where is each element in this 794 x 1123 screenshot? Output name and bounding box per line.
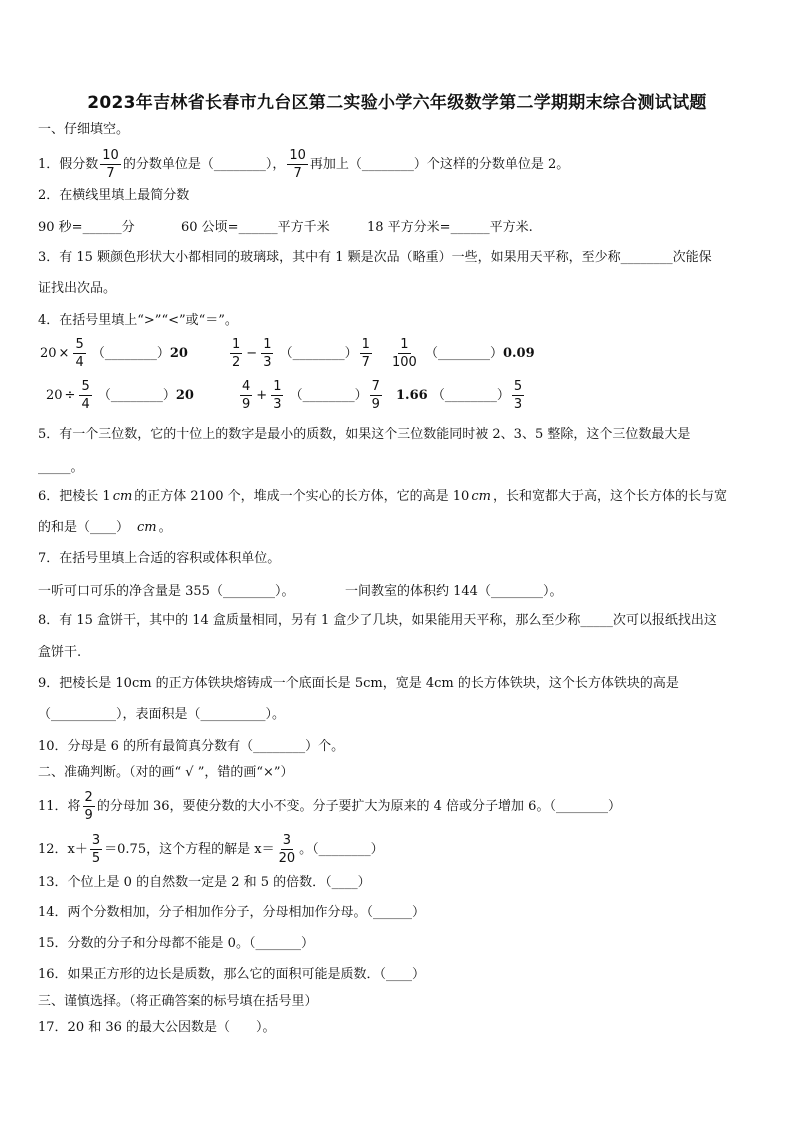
question-16: 16．如果正方形的边长是质数，那么它的面积可能是质数．（____） — [38, 967, 426, 982]
q1-text-a: 1．假分数 — [38, 157, 99, 172]
question-8-line-1: 8．有 15 盒饼干，其中的 14 盒质量相同，另有 1 盒少了几块，如果能用天平称，那么至少称_____次可以报纸找出这 — [38, 613, 717, 628]
fraction-10-7-second: $\frac{10}{7}$ — [289, 148, 306, 181]
question-9-line-1: 9．把棱长是 10cm 的正方体铁块熔铸成一个底面长是 5cm，宽是 4cm 的长方体铁块，这个长方体铁块的高是 — [38, 676, 679, 691]
question-7-item-2: 一间教室的体积约 144（________）。 — [345, 584, 563, 599]
q1-text-c: 再加上（________）个这样的分数单位是 2。 — [309, 157, 570, 172]
q4-row1-col2: $\frac{1}{2}$ − $\frac{1}{3}$ （________） $\frac{1}{7}$ — [232, 337, 370, 370]
answer-blank[interactable]: （________） — [97, 388, 176, 403]
question-1 — [38, 149, 569, 180]
question-17: 17．20 和 36 的最大公因数是（ ）。 — [38, 1020, 276, 1035]
question-2-item-3: 18 平方分米=______平方米. — [367, 220, 533, 235]
question-2-item-1: 90 秒=______分 — [38, 220, 135, 235]
question-14: 14．两个分数相加，分子相加作分子，分母相加作分母。（______） — [38, 905, 426, 920]
answer-blank[interactable]: （________） — [91, 346, 170, 361]
section-heading-fill-in: 一、仔细填空。 — [38, 122, 130, 137]
question-4-stem: 4．在括号里填上“>”“<”或“＝”。 — [38, 313, 238, 328]
question-11: 11．将 $\frac{2}{9}$ 的分母加 36，要使分数的大小不变。分子要扩大为原来的 4 倍或分子增加 6。（________） — [38, 790, 621, 823]
q1-text-b: 的分数单位是（________）， — [122, 157, 286, 172]
section-heading-multiple-choice: 三、谨慎选择。（将正确答案的标号填在括号里） — [38, 994, 318, 1009]
question-9-line-2: （__________），表面积是（__________）。 — [38, 707, 286, 722]
question-6-line-2: 的和是（____） cm 。 — [38, 520, 172, 535]
page-title: 2023年吉林省长春市九台区第二实验小学六年级数学第二学期期末综合测试试题 — [87, 93, 707, 113]
question-10: 10．分母是 6 的所有最简真分数有（________）个。 — [38, 739, 345, 754]
q4-row1-col3: $\frac{1}{100}$ （________）0.09 — [392, 337, 535, 370]
section-heading-true-false: 二、准确判断。（对的画“ √ ”，错的画“×”） — [38, 765, 294, 780]
answer-blank[interactable]: （________） — [431, 388, 510, 403]
fraction-10-7: $\frac{10}{7}$ — [102, 148, 119, 181]
question-2-stem: 2．在横线里填上最简分数 — [38, 188, 190, 203]
q4-row1-col1: 20 × $\frac{5}{4}$ （________）20 — [40, 337, 188, 370]
question-15: 15．分数的分子和分母都不能是 0。（_______） — [38, 936, 314, 951]
answer-blank[interactable]: （________） — [424, 346, 503, 361]
question-8-line-2: 盒饼干. — [38, 645, 82, 660]
question-2-item-2: 60 公顷=______平方千米 — [181, 220, 330, 235]
question-3-line-1: 3．有 15 颗颜色形状大小都相同的玻璃球，其中有 1 颗是次品（略重）一些，如果用天平称，至少称________次能保 — [38, 250, 712, 265]
question-3-line-2: 证找出次品。 — [38, 281, 117, 296]
question-7-stem: 7．在括号里填上合适的容积或体积单位。 — [38, 551, 281, 566]
question-7-item-1: 一听可口可乐的净含量是 355（________）。 — [38, 584, 295, 599]
q4-row2-col2: $\frac{4}{9}$ + $\frac{1}{3}$ （________） $\frac{7}{9}$ — [242, 379, 380, 412]
question-5-line-1: 5．有一个三位数，它的十位上的数字是最小的质数，如果这个三位数能同时被 2、3、5 整除，这个三位数最大是 — [38, 427, 691, 442]
q4-row2-col1: 20 ÷ $\frac{5}{4}$ （________）20 — [46, 379, 194, 412]
q4-row2-col3: 1.66 （________） $\frac{5}{3}$ — [396, 379, 523, 412]
question-13: 13．个位上是 0 的自然数一定是 2 和 5 的倍数．（____） — [38, 875, 371, 890]
question-6-line-1: 6．把棱长 1 cm 的正方体 2100 个，堆成一个实心的长方体，它的高是 10 cm ，长和宽都大于高，这个长方体的长与宽 — [38, 489, 727, 504]
question-5-line-2: _____。 — [38, 460, 84, 475]
question-12: 12．x＋ $\frac{3}{5}$ ＝0.75，这个方程的解是 x＝ $\frac{3}{20}$ 。（________） — [38, 833, 384, 866]
answer-blank[interactable]: （________） — [279, 346, 358, 361]
answer-blank[interactable]: （________） — [289, 388, 368, 403]
